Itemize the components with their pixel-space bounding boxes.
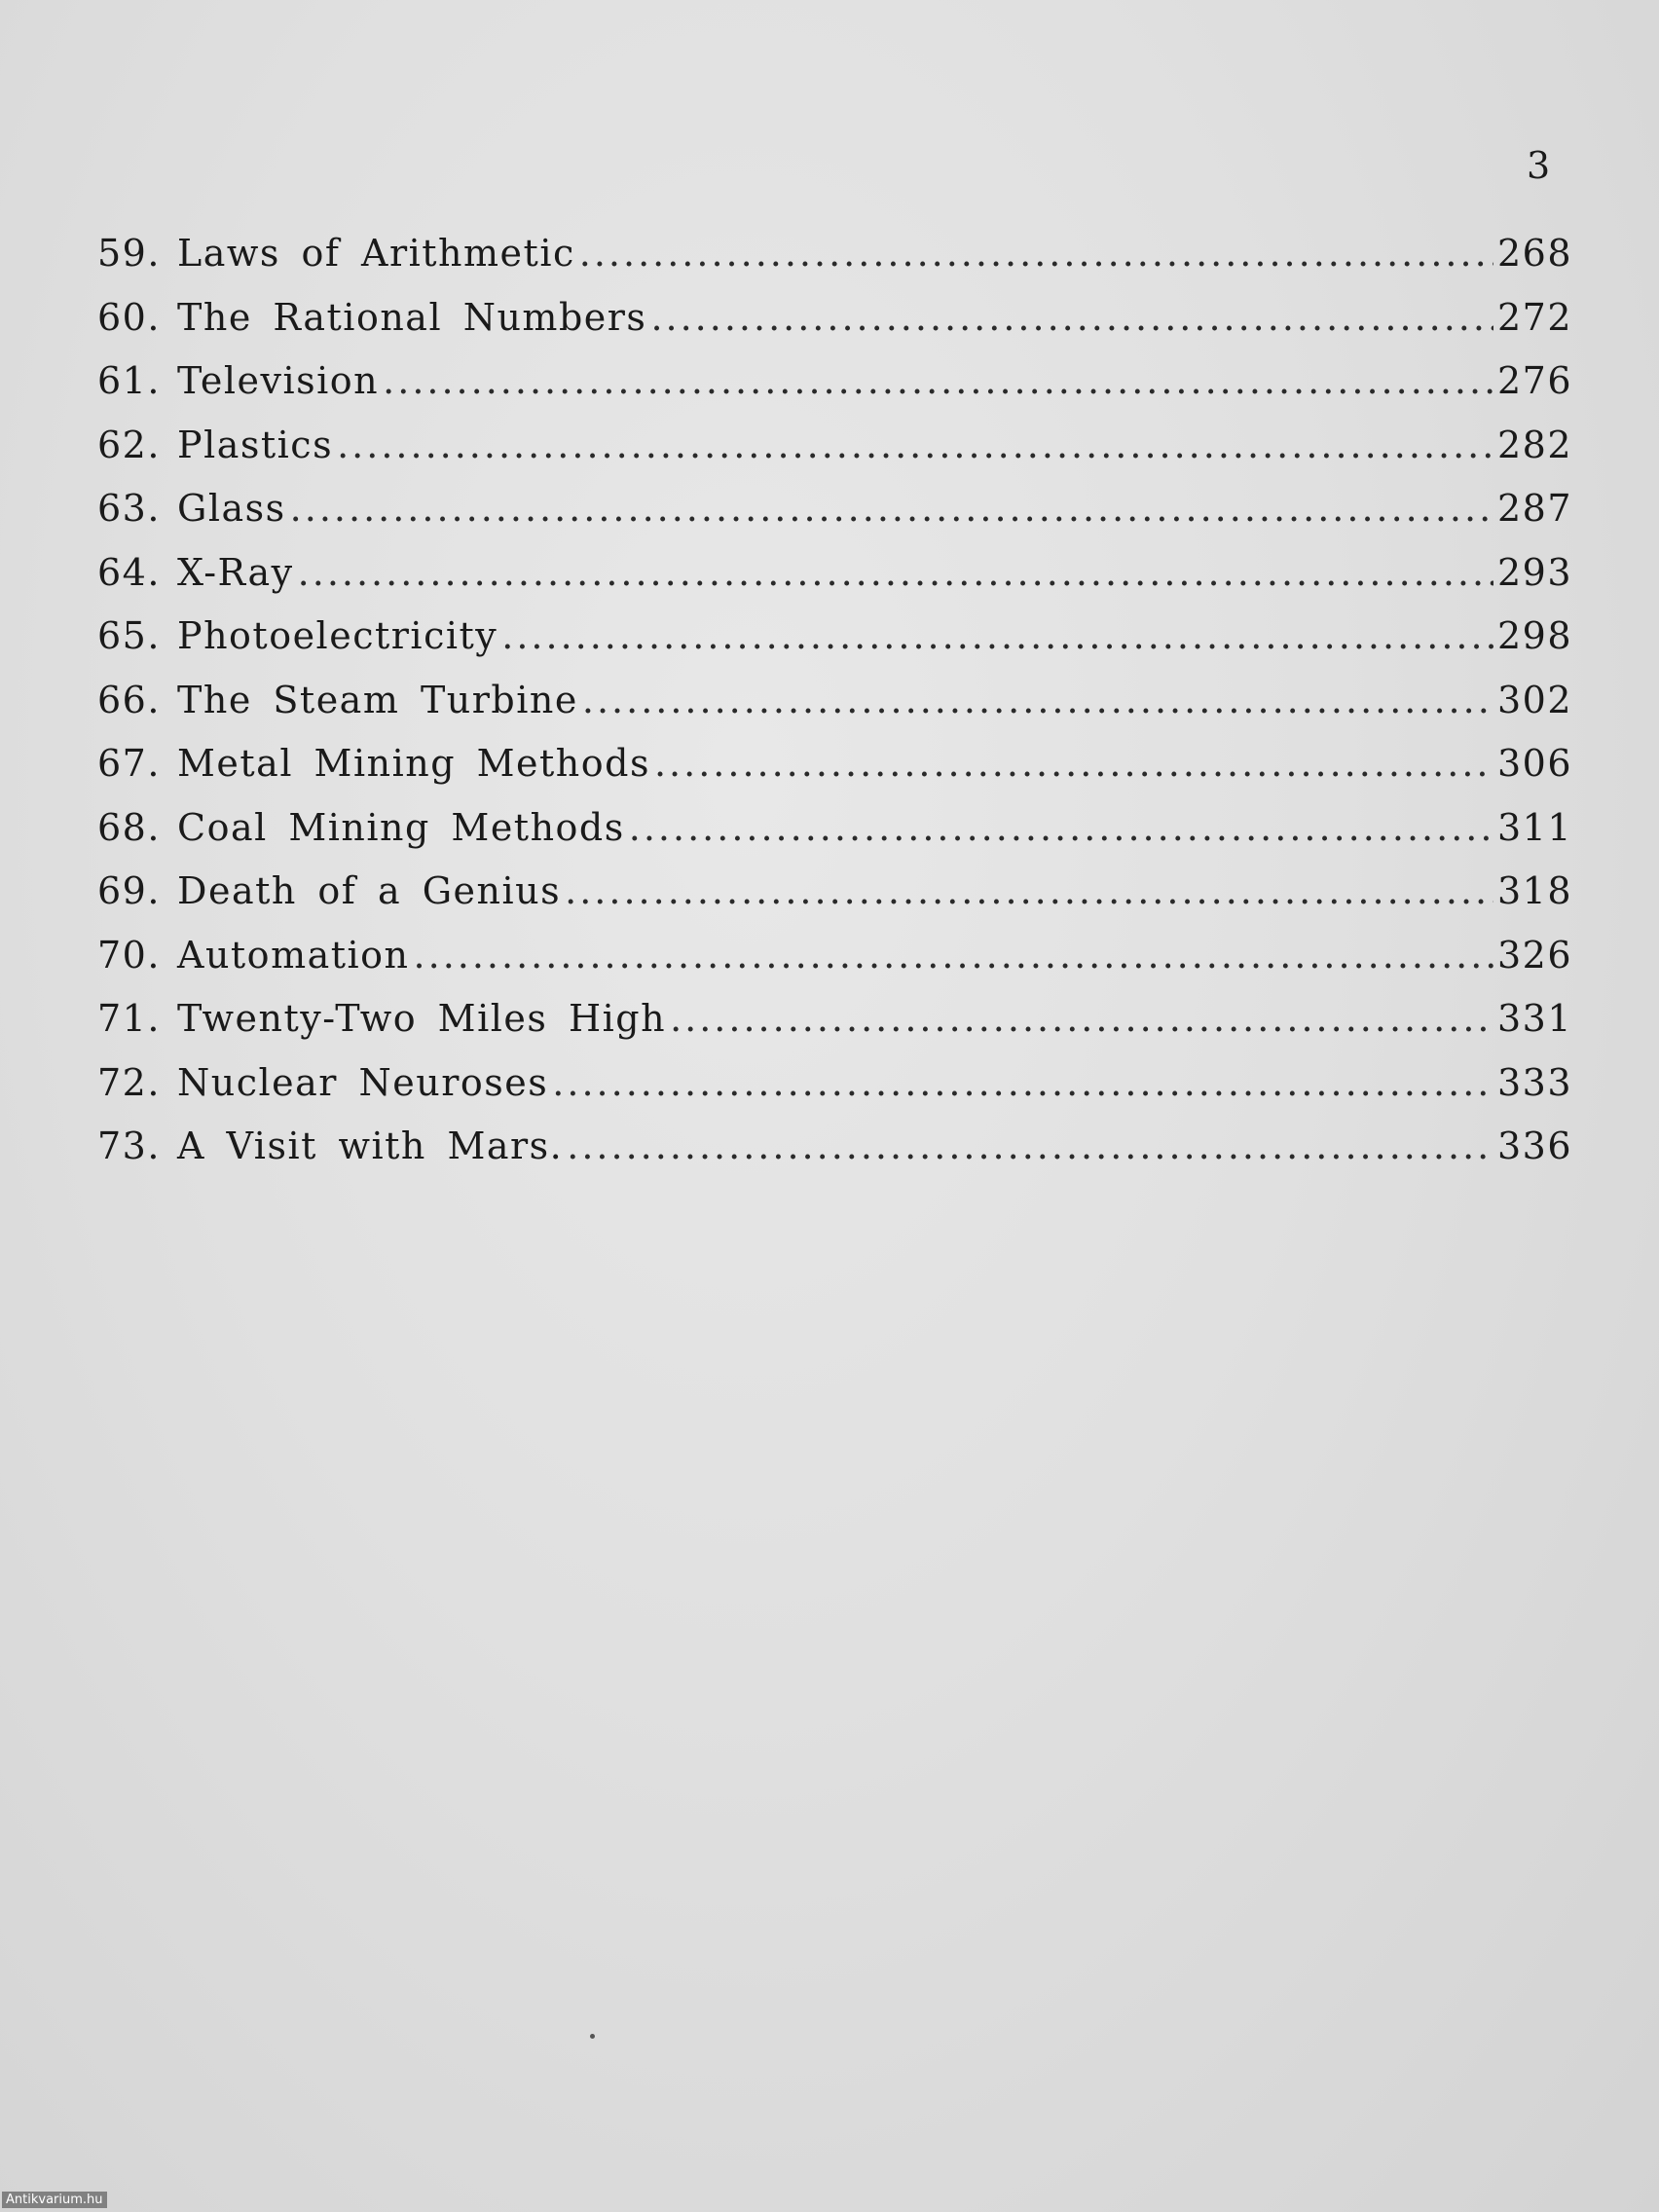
dot-leader [629,806,1493,849]
toc-entry [97,551,1572,615]
toc-entry-number: 71. [97,997,161,1040]
toc-entry [97,359,1572,424]
toc-entry-page: 293 [1496,550,1572,594]
toc-entry-number: 60. [97,295,161,339]
toc-entry-number: 61. [97,359,161,402]
toc-entry-number: 70. [97,933,161,977]
dot-leader [383,359,1493,402]
dot-leader [582,679,1493,721]
dot-leader [650,296,1493,339]
toc-entry-title: Automation [177,933,410,977]
toc-entry [97,424,1572,488]
toc-entry-title: The Rational Numbers [177,295,647,339]
dot-leader [414,934,1493,977]
toc-entry [97,232,1572,296]
toc-entry-number: 65. [97,614,161,657]
dot-leader [298,551,1493,594]
dot-leader [654,742,1493,785]
toc-entry-number: 69. [97,869,161,912]
table-of-contents [97,232,1572,1189]
toc-entry-page: 306 [1496,742,1572,785]
toc-entry [97,679,1572,743]
dot-leader [579,232,1493,275]
toc-entry-page: 276 [1496,359,1572,402]
toc-entry-page: 331 [1496,997,1572,1040]
toc-entry-page: 282 [1496,423,1572,466]
toc-entry-title: Metal Mining Methods [177,742,650,785]
toc-entry [97,614,1572,679]
toc-entry-number: 64. [97,550,161,594]
toc-entry-page: 318 [1496,869,1572,912]
toc-entry-page: 302 [1496,678,1572,721]
toc-entry-number: 73. [97,1124,161,1167]
toc-entry-page: 272 [1496,295,1572,339]
toc-entry-page: 287 [1496,487,1572,530]
dot-leader [567,1124,1493,1167]
toc-entry-title: Coal Mining Methods [177,805,625,849]
toc-entry [97,487,1572,551]
toc-entry-page: 333 [1496,1060,1572,1104]
toc-entry [97,869,1572,934]
dot-leader [337,424,1493,466]
toc-entry-page: 298 [1496,614,1572,657]
toc-entry-page: 336 [1496,1124,1572,1167]
toc-entry-title: X-Ray [177,550,294,594]
toc-entry-number: 67. [97,742,161,785]
dot-leader [501,614,1493,657]
toc-entry-number: 63. [97,487,161,530]
toc-entry-title: Photoelectricity [177,614,498,657]
toc-entry-title: Death of a Genius [177,869,562,912]
toc-entry-page: 311 [1496,805,1572,849]
toc-entry-page: 268 [1496,232,1572,275]
toc-entry-title: Plastics [177,423,334,466]
toc-entry-title: Twenty-Two Miles High [177,997,667,1040]
toc-entry [97,806,1572,870]
toc-entry [97,742,1572,806]
toc-entry-number: 66. [97,678,161,721]
paper-speck [590,2034,595,2039]
toc-entry [97,1061,1572,1125]
toc-entry [97,1124,1572,1189]
watermark: Antikvarium.hu [2,2192,107,2208]
toc-entry-title: Nuclear Neuroses [177,1060,549,1104]
toc-entry-page: 326 [1496,933,1572,977]
toc-entry [97,934,1572,998]
toc-entry [97,296,1572,360]
toc-entry-title: Glass [177,487,286,530]
toc-entry-number: 59. [97,232,161,275]
toc-entry-title: The Steam Turbine [177,678,578,721]
dot-leader [670,997,1493,1040]
toc-entry-number: 72. [97,1060,161,1104]
page-number: 3 [1527,144,1552,187]
toc-entry-title: A Visit with Mars. [177,1124,564,1167]
toc-entry [97,997,1572,1061]
dot-leader [290,487,1493,530]
dot-leader [552,1061,1493,1104]
toc-entry-number: 62. [97,423,161,466]
toc-entry-title: Laws of Arithmetic [177,232,575,275]
dot-leader [565,869,1493,912]
toc-entry-title: Television [177,359,380,402]
toc-entry-number: 68. [97,805,161,849]
